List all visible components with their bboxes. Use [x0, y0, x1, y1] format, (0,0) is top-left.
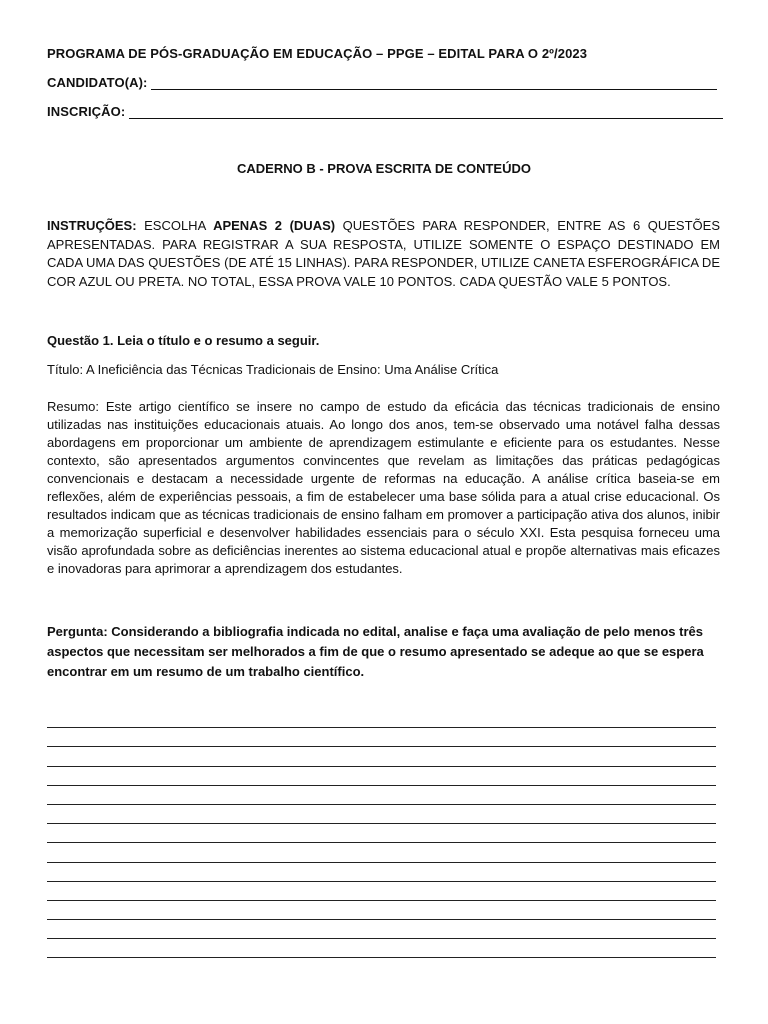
answer-line[interactable]: [47, 939, 716, 958]
registration-number-field[interactable]: [129, 105, 723, 119]
answer-lines[interactable]: [47, 709, 716, 958]
answer-line[interactable]: [47, 863, 716, 882]
registration-row: [47, 104, 723, 119]
answer-line[interactable]: [47, 824, 716, 843]
instructions-paragraph: [47, 217, 720, 291]
answer-line[interactable]: [47, 767, 716, 786]
candidate-name-field[interactable]: [151, 76, 717, 90]
candidate-row: [47, 75, 717, 90]
article-title: Título: A Ineficiência das Técnicas Tradicionais de Ensino: Uma Análise Crítica: [47, 362, 499, 377]
article-abstract: Resumo: Este artigo científico se insere no campo de estudo da eficácia das técnicas tradicionais de ensino utilizadas nas instituições educacionais atuais. Ao longo dos anos, tem-se observado uma notável falha dessas abordagens em proporcionar um ambiente de aprendizagem estimulante e eficiente para os estudantes. Nesse contexto, são apresentados argumentos convincentes que revelam as limitações das práticas pedagógicas convencionais e destacam a necessidade urgente de reformas na educação. A análise crítica baseia-se em reflexões, além de experiências pessoais, a fim de estabelecer uma base sólida para a atual crise educacional. Os resultados indicam que as técnicas tradicionais de ensino falham em promover a participação ativa dos alunos, inibir a memorização superficial e desenvolver habilidades essenciais para o século XXI. Esta pesquisa forneceu uma visão aprofundada sobre as deficiências inerentes ao sistema educacional atual e propõe alternativas mais eficazes e inovadoras para aprimorar a aprendizagem dos estudantes.: [47, 399, 720, 576]
registration-label: INSCRIÇÃO:: [47, 104, 126, 119]
instructions-label: INSTRUÇÕES:: [47, 218, 137, 233]
answer-line[interactable]: [47, 786, 716, 805]
answer-line[interactable]: [47, 805, 716, 824]
candidate-label: CANDIDATO(A):: [47, 75, 148, 90]
answer-line[interactable]: [47, 920, 716, 939]
answer-line[interactable]: [47, 747, 716, 766]
answer-line[interactable]: [47, 843, 716, 862]
program-header: PROGRAMA DE PÓS-GRADUAÇÃO EM EDUCAÇÃO – PPGE – EDITAL PARA O 2º/2023: [47, 46, 588, 61]
answer-line[interactable]: [47, 709, 716, 728]
answer-line[interactable]: [47, 728, 716, 747]
question-1-heading: Questão 1. Leia o título e o resumo a seguir.: [47, 333, 320, 348]
instructions-highlight: APENAS 2 (DUAS): [213, 218, 336, 233]
instructions-text-a: ESCOLHA: [136, 218, 214, 233]
instructions-text-b: QUESTÕES PARA RESPONDER, ENTRE AS 6 QUESTÕES APRESENTADAS. PARA REGISTRAR A SUA RESPOSTA, UTILIZE SOMENTE O ESPAÇO DESTINADO EM CADA UMA DAS QUESTÕES (DE ATÉ 15 LINHAS). PARA RESPONDER, UTILIZE CANETA ESFEROGRÁFICA DE COR AZUL OU PRETA. NO TOTAL, ESSA PROVA VALE 10 PONTOS. CADA QUESTÃO VALE 5 PONTOS.: [47, 218, 720, 289]
question-prompt: Pergunta: Considerando a bibliografia indicada no edital, analise e faça uma avaliação de pelo menos três aspectos que necessitam ser melhorados a fim de que o resumo apresentado se adeque ao que se espera encontrar em um resumo de um trabalho científico.: [47, 624, 704, 679]
booklet-title: CADERNO B - PROVA ESCRITA DE CONTEÚDO: [237, 161, 531, 176]
answer-line[interactable]: [47, 901, 716, 920]
answer-line[interactable]: [47, 882, 716, 901]
